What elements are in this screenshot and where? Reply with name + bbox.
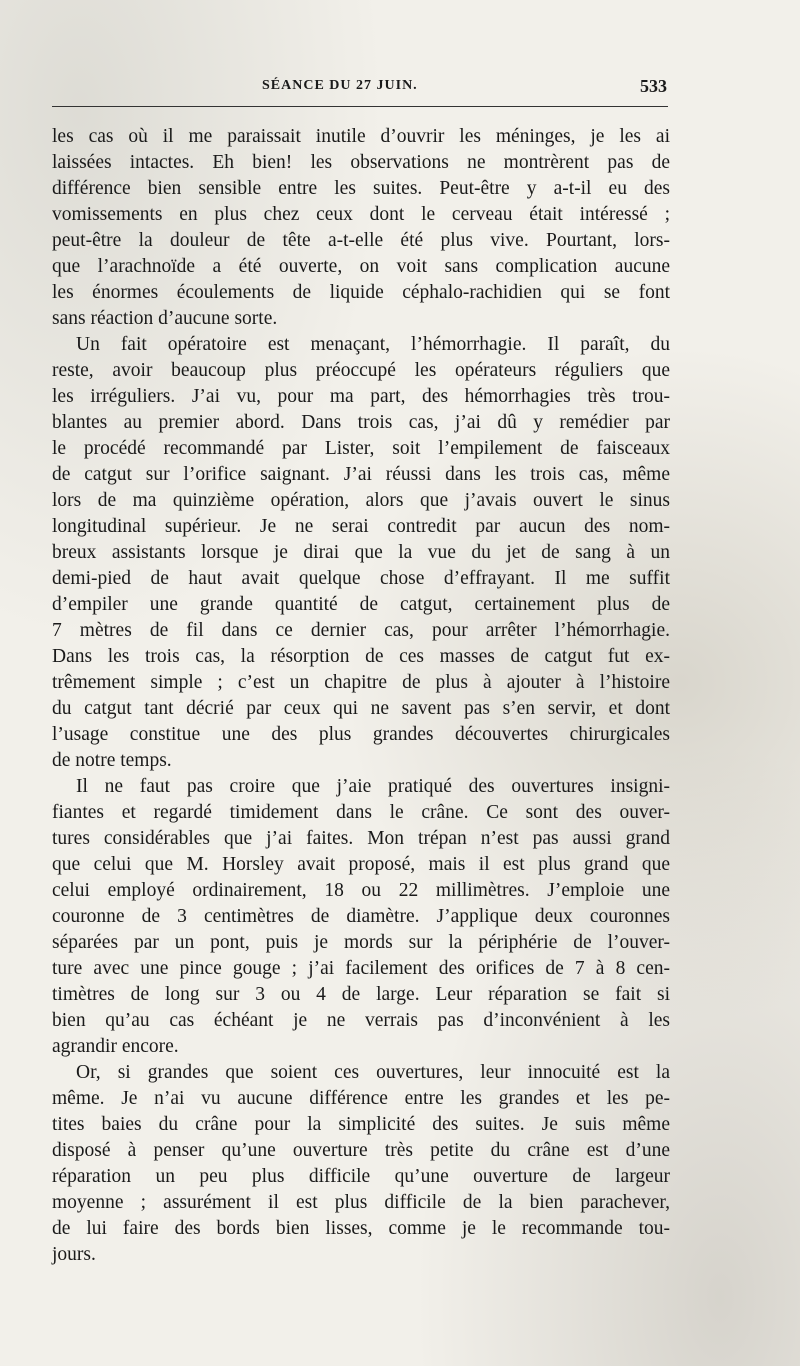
text-line: de catgut sur l’orifice saignant. J’ai réussi dans les trois cas, même	[52, 464, 670, 485]
text-line: demi-pied de haut avait quelque chose d’effrayant. Il me suffit	[52, 568, 670, 589]
text-line: les énormes écoulements de liquide céphalo-rachidien qui se font	[52, 282, 670, 303]
text-line: peut-être la douleur de tête a-t-elle été plus vive. Pourtant, lors-	[52, 230, 670, 251]
text-line: l’usage constitue une des plus grandes découvertes chirurgicales	[52, 724, 670, 745]
text-line: du catgut tant décrié par ceux qui ne savent pas s’en servir, et dont	[52, 698, 670, 719]
text-line: tures considérables que j’ai faites. Mon trépan n’est pas aussi grand	[52, 828, 670, 849]
text-line: breux assistants lorsque je dirai que la vue du jet de sang à un	[52, 542, 670, 563]
text-line: longitudinal supérieur. Je ne serai contredit par aucun des nom-	[52, 516, 670, 537]
text-line: blantes au premier abord. Dans trois cas, j’ai dû y remédier par	[52, 412, 670, 433]
text-line: trêmement simple ; c’est un chapitre de plus à ajouter à l’histoire	[52, 672, 670, 693]
text-line: moyenne ; assurément il est plus difficile de la bien parachever,	[52, 1192, 670, 1213]
text-line: fiantes et regardé timidement dans le crâne. Ce sont des ouver-	[52, 802, 670, 823]
text-line: 7 mètres de fil dans ce dernier cas, pour arrêter l’hémorrhagie.	[52, 620, 670, 641]
text-line: reste, avoir beaucoup plus préoccupé les opérateurs réguliers que	[52, 360, 670, 381]
text-line: d’empiler une grande quantité de catgut, certainement plus de	[52, 594, 670, 615]
text-line: bien qu’au cas échéant je ne verrais pas d’inconvénient à les	[52, 1010, 670, 1031]
text-line: Or, si grandes que soient ces ouvertures, leur innocuité est la	[76, 1062, 670, 1083]
text-line: vomissements en plus chez ceux dont le cerveau était intéressé ;	[52, 204, 670, 225]
running-head-title: SÉANCE DU 27 JUIN.	[262, 78, 418, 93]
text-line: jours.	[52, 1244, 96, 1265]
text-line: tites baies du crâne pour la simplicité des suites. Je suis même	[52, 1114, 670, 1135]
text-line: les irréguliers. J’ai vu, pour ma part, des hémorrhagies très trou-	[52, 386, 670, 407]
text-line: que celui que M. Horsley avait proposé, mais il est plus grand que	[52, 854, 670, 875]
text-line: que l’arachnoïde a été ouverte, on voit sans complication aucune	[52, 256, 670, 277]
text-line: couronne de 3 centimètres de diamètre. J’applique deux couronnes	[52, 906, 670, 927]
text-line: même. Je n’ai vu aucune différence entre les grandes et les pe-	[52, 1088, 670, 1109]
text-line: différence bien sensible entre les suites. Peut-être y a-t-il eu des	[52, 178, 670, 199]
text-line: lors de ma quinzième opération, alors que j’avais ouvert le sinus	[52, 490, 670, 511]
text-line: celui employé ordinairement, 18 ou 22 millimètres. J’emploie une	[52, 880, 670, 901]
text-line: ture avec une pince gouge ; j’ai facilement des orifices de 7 à 8 cen-	[52, 958, 670, 979]
text-line: les cas où il me paraissait inutile d’ouvrir les méninges, je les ai	[52, 126, 670, 147]
text-line: disposé à penser qu’une ouverture très petite du crâne est d’une	[52, 1140, 670, 1161]
text-line: Dans les trois cas, la résorption de ces masses de catgut fut ex-	[52, 646, 670, 667]
text-line: de lui faire des bords bien lisses, comme je le recommande tou-	[52, 1218, 670, 1239]
text-line: Il ne faut pas croire que j’aie pratiqué des ouvertures insigni-	[76, 776, 670, 797]
header-rule	[52, 106, 668, 107]
text-line: séparées par un pont, puis je mords sur la périphérie de l’ouver-	[52, 932, 670, 953]
text-line: le procédé recommandé par Lister, soit l’empilement de faisceaux	[52, 438, 670, 459]
text-line: sans réaction d’aucune sorte.	[52, 308, 278, 329]
text-line: laissées intactes. Eh bien! les observations ne montrèrent pas de	[52, 152, 670, 173]
body-text	[52, 124, 670, 1268]
page-number: 533	[640, 76, 667, 96]
running-head	[52, 74, 667, 100]
text-line: agrandir encore.	[52, 1036, 179, 1057]
text-line: Un fait opératoire est menaçant, l’hémorrhagie. Il paraît, du	[76, 334, 670, 355]
text-line: réparation un peu plus difficile qu’une ouverture de largeur	[52, 1166, 670, 1187]
text-line: timètres de long sur 3 ou 4 de large. Leur réparation se fait si	[52, 984, 670, 1005]
text-line: de notre temps.	[52, 750, 172, 771]
